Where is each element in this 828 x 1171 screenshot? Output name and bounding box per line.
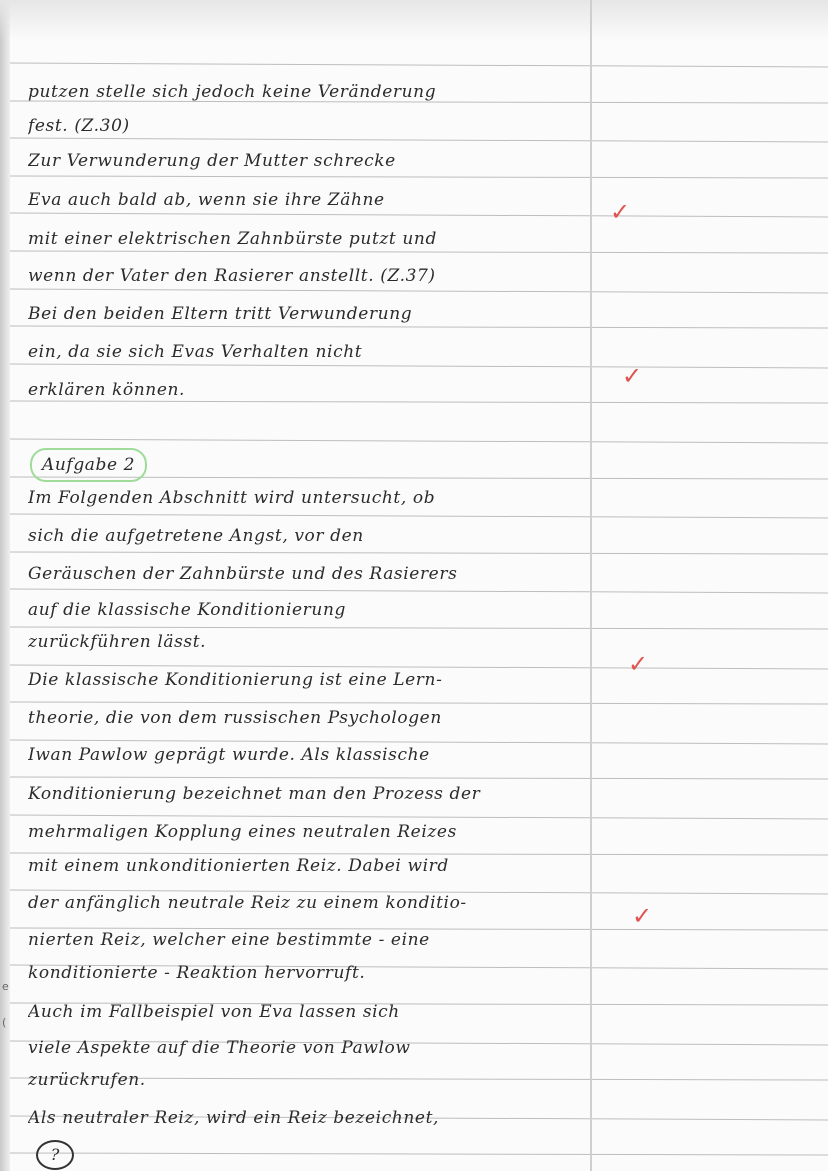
section-heading: Aufgabe 2 <box>30 448 147 482</box>
text-line: konditionierte - Reaktion hervorruft. <box>28 963 366 983</box>
text-line: ein, da sie sich Evas Verhalten nicht <box>28 342 363 362</box>
text-line: viele Aspekte auf die Theorie von Pawlow <box>28 1038 411 1058</box>
text-line: wenn der Vater den Rasierer anstellt. (Z.37) <box>28 266 436 286</box>
checkmark-icon: ✓ <box>622 362 643 390</box>
circled-page-number: ? <box>36 1140 74 1170</box>
text-line: auf die klassische Konditionierung <box>28 600 346 620</box>
text-line: fest. (Z.30) <box>28 116 130 136</box>
text-line: Die klassische Konditionierung ist eine Lern- <box>28 670 443 690</box>
checkmark-icon: ✓ <box>628 650 649 678</box>
text-line: theorie, die von dem russischen Psychologen <box>28 708 442 728</box>
checkmark-icon: ✓ <box>632 902 653 930</box>
checkmark-icon: ✓ <box>610 198 631 226</box>
text-line: nierten Reiz, welcher eine bestimmte - eine <box>28 930 430 950</box>
text-line: zurückführen lässt. <box>28 632 207 652</box>
text-line: Konditionierung bezeichnet man den Prozess der <box>28 784 481 804</box>
text-line: erklären können. <box>28 380 186 400</box>
text-line: Iwan Pawlow geprägt wurde. Als klassische <box>28 745 430 765</box>
text-line: Auch im Fallbeispiel von Eva lassen sich <box>28 1002 400 1022</box>
text-line: Geräuschen der Zahnbürste und des Rasierers <box>28 564 458 584</box>
text-line: Zur Verwunderung der Mutter schrecke <box>28 151 396 171</box>
ruled-line <box>10 1153 828 1155</box>
text-line: Im Folgenden Abschnitt wird untersucht, ob <box>28 488 436 508</box>
text-line: Eva auch bald ab, wenn sie ihre Zähne <box>28 190 385 210</box>
text-line: putzen stelle sich jedoch keine Veränderung <box>28 82 437 102</box>
text-line: der anfänglich neutrale Reiz zu einem konditio- <box>28 893 467 913</box>
text-line: mit einer elektrischen Zahnbürste putzt und <box>28 229 437 249</box>
text-line: Als neutraler Reiz, wird ein Reiz bezeichnet, <box>28 1108 440 1128</box>
edge-mark: e <box>2 980 9 993</box>
ruled-line <box>10 63 828 67</box>
text-line: mit einem unkonditionierten Reiz. Dabei wird <box>28 856 449 876</box>
text-line: zurückrufen. <box>28 1070 146 1090</box>
text-line: mehrmaligen Kopplung eines neutralen Reizes <box>28 822 457 842</box>
ruled-line <box>10 439 828 443</box>
text-line: sich die aufgetretene Angst, vor den <box>28 526 364 546</box>
text-line: Bei den beiden Eltern tritt Verwunderung <box>28 304 413 324</box>
edge-mark: ( <box>2 1016 7 1029</box>
